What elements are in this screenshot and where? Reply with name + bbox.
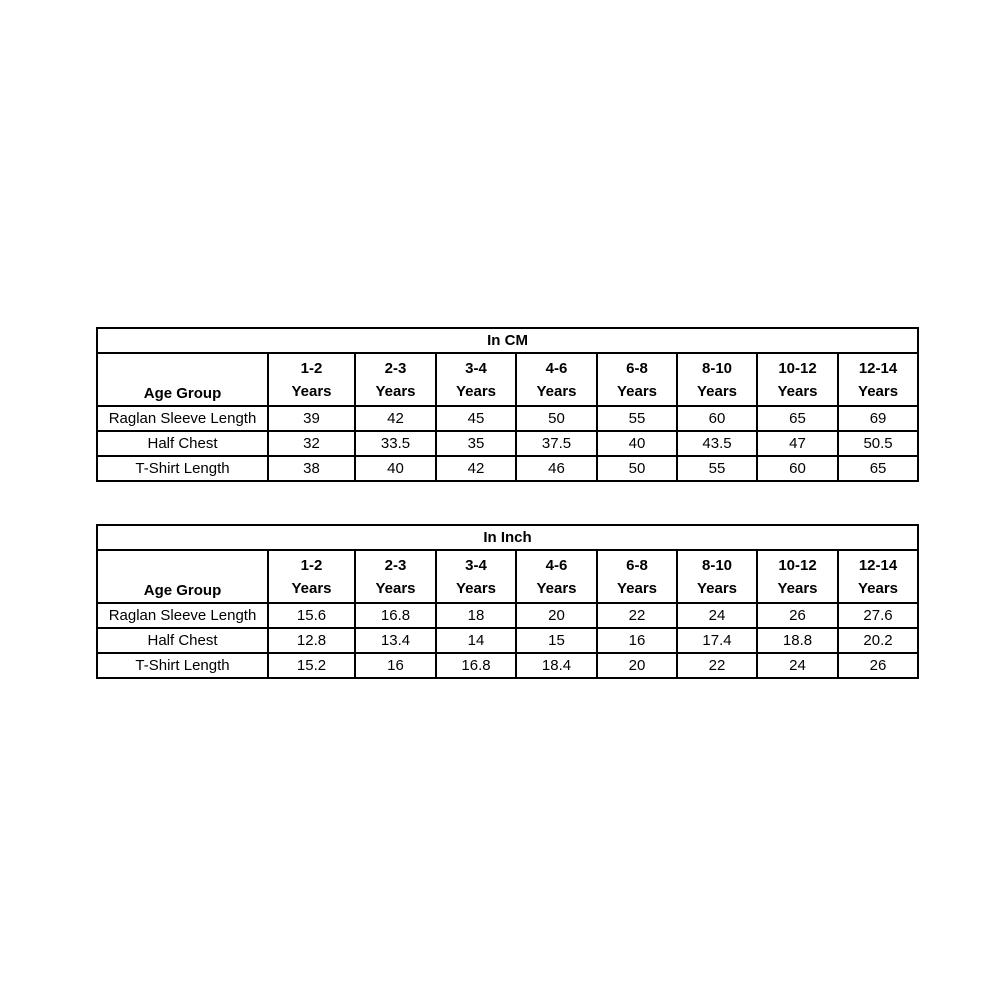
column-header-range: 4-6 [545,556,568,574]
table-cell: 50 [516,406,597,431]
column-header [597,353,677,406]
column-header [757,353,838,406]
table-row [97,653,918,678]
size-chart-inch-table [96,524,919,679]
table-cell: 46 [516,456,597,481]
table-cell: 20 [516,603,597,628]
column-header-unit: Years [536,382,577,400]
table-cell: 40 [355,456,436,481]
column-header-range: 2-3 [384,556,407,574]
table-cell: 50.5 [838,431,918,456]
column-header-unit: Years [777,382,818,400]
table-cell: 20.2 [838,628,918,653]
table-cell: 20 [597,653,677,678]
column-header [838,353,918,406]
column-header-range: 4-6 [545,359,568,377]
table-cell: 65 [838,456,918,481]
table-cell: 22 [597,603,677,628]
table-cell: 37.5 [516,431,597,456]
table-cell: 35 [436,431,516,456]
row-label: Half Chest [97,431,268,456]
column-header-range: 8-10 [701,359,733,377]
table-title-row [97,525,918,550]
table-cell: 55 [677,456,757,481]
table-cell: 26 [757,603,838,628]
column-header-unit: Years [777,579,818,597]
column-header-unit: Years [375,382,416,400]
column-header [516,353,597,406]
table-cell: 26 [838,653,918,678]
column-header-unit: Years [696,382,738,400]
table-row [97,406,918,431]
column-header-unit: Years [375,579,416,597]
column-header [516,550,597,603]
table-cell: 15.6 [268,603,355,628]
column-header-range: 6-8 [626,359,648,377]
row-label: Raglan Sleeve Length [97,603,268,628]
table-cell: 17.4 [677,628,757,653]
table-cell: 18 [436,603,516,628]
table-cell: 24 [757,653,838,678]
column-header [838,550,918,603]
table-cell: 16.8 [436,653,516,678]
column-header [597,550,677,603]
column-header-range: 10-12 [778,359,817,377]
table-cell: 42 [436,456,516,481]
column-header-unit: Years [857,579,899,597]
table-cell: 16.8 [355,603,436,628]
table-row [97,456,918,481]
table-header-row [97,550,918,603]
table-cell: 27.6 [838,603,918,628]
table-cell: 33.5 [355,431,436,456]
column-header-range: 1-2 [300,359,323,377]
size-chart-cm-table [96,327,919,482]
column-header-range: 6-8 [626,556,648,574]
table-row [97,603,918,628]
table-cell: 39 [268,406,355,431]
table-cell: 18.4 [516,653,597,678]
row-label: Half Chest [97,628,268,653]
table-cell: 32 [268,431,355,456]
table-cell: 60 [677,406,757,431]
table-cell: 12.8 [268,628,355,653]
table-cell: 24 [677,603,757,628]
table-cell: 16 [597,628,677,653]
column-header-range: 2-3 [384,359,407,377]
table-cell: 47 [757,431,838,456]
column-header-range: 1-2 [300,556,323,574]
table-cell: 40 [597,431,677,456]
column-header-unit: Years [455,382,497,400]
column-header-unit: Years [455,579,497,597]
table-cell: 16 [355,653,436,678]
row-label: T-Shirt Length [97,456,268,481]
column-header [677,353,757,406]
table-cell: 42 [355,406,436,431]
column-header [355,353,436,406]
column-header [355,550,436,603]
table-cell: 14 [436,628,516,653]
table-title-row [97,328,918,353]
table-cell: 18.8 [757,628,838,653]
table-cell: 69 [838,406,918,431]
table-cell: 60 [757,456,838,481]
column-header-range: 10-12 [778,556,817,574]
column-header-range: 3-4 [465,359,487,377]
column-header [268,353,355,406]
column-header [436,550,516,603]
table-cell: 45 [436,406,516,431]
table-cell: 43.5 [677,431,757,456]
column-header-unit: Years [616,382,658,400]
table-header-row [97,353,918,406]
column-header [268,550,355,603]
column-header [436,353,516,406]
column-header-unit: Years [536,579,577,597]
column-header [757,550,838,603]
table-cell: 15 [516,628,597,653]
table-cell: 50 [597,456,677,481]
table-row [97,431,918,456]
column-header-range: 12-14 [858,556,898,574]
table-title: In Inch [97,525,918,550]
column-header [677,550,757,603]
column-header-unit: Years [291,382,332,400]
column-header-unit: Years [858,382,899,400]
table-row [97,628,918,653]
table-title: In CM [97,328,918,353]
column-header-unit: Years [291,579,332,597]
column-header-unit: Years [696,579,738,597]
row-label: Raglan Sleeve Length [97,406,268,431]
table-cell: 38 [268,456,355,481]
age-group-header: Age Group [97,550,268,603]
age-group-header: Age Group [97,353,268,406]
column-header-unit: Years [616,579,658,597]
table-cell: 65 [757,406,838,431]
table-cell: 55 [597,406,677,431]
column-header-range: 3-4 [465,556,487,574]
column-header-range: 8-10 [701,556,733,574]
table-cell: 22 [677,653,757,678]
table-cell: 15.2 [268,653,355,678]
column-header-range: 12-14 [858,359,898,377]
row-label: T-Shirt Length [97,653,268,678]
table-cell: 13.4 [355,628,436,653]
